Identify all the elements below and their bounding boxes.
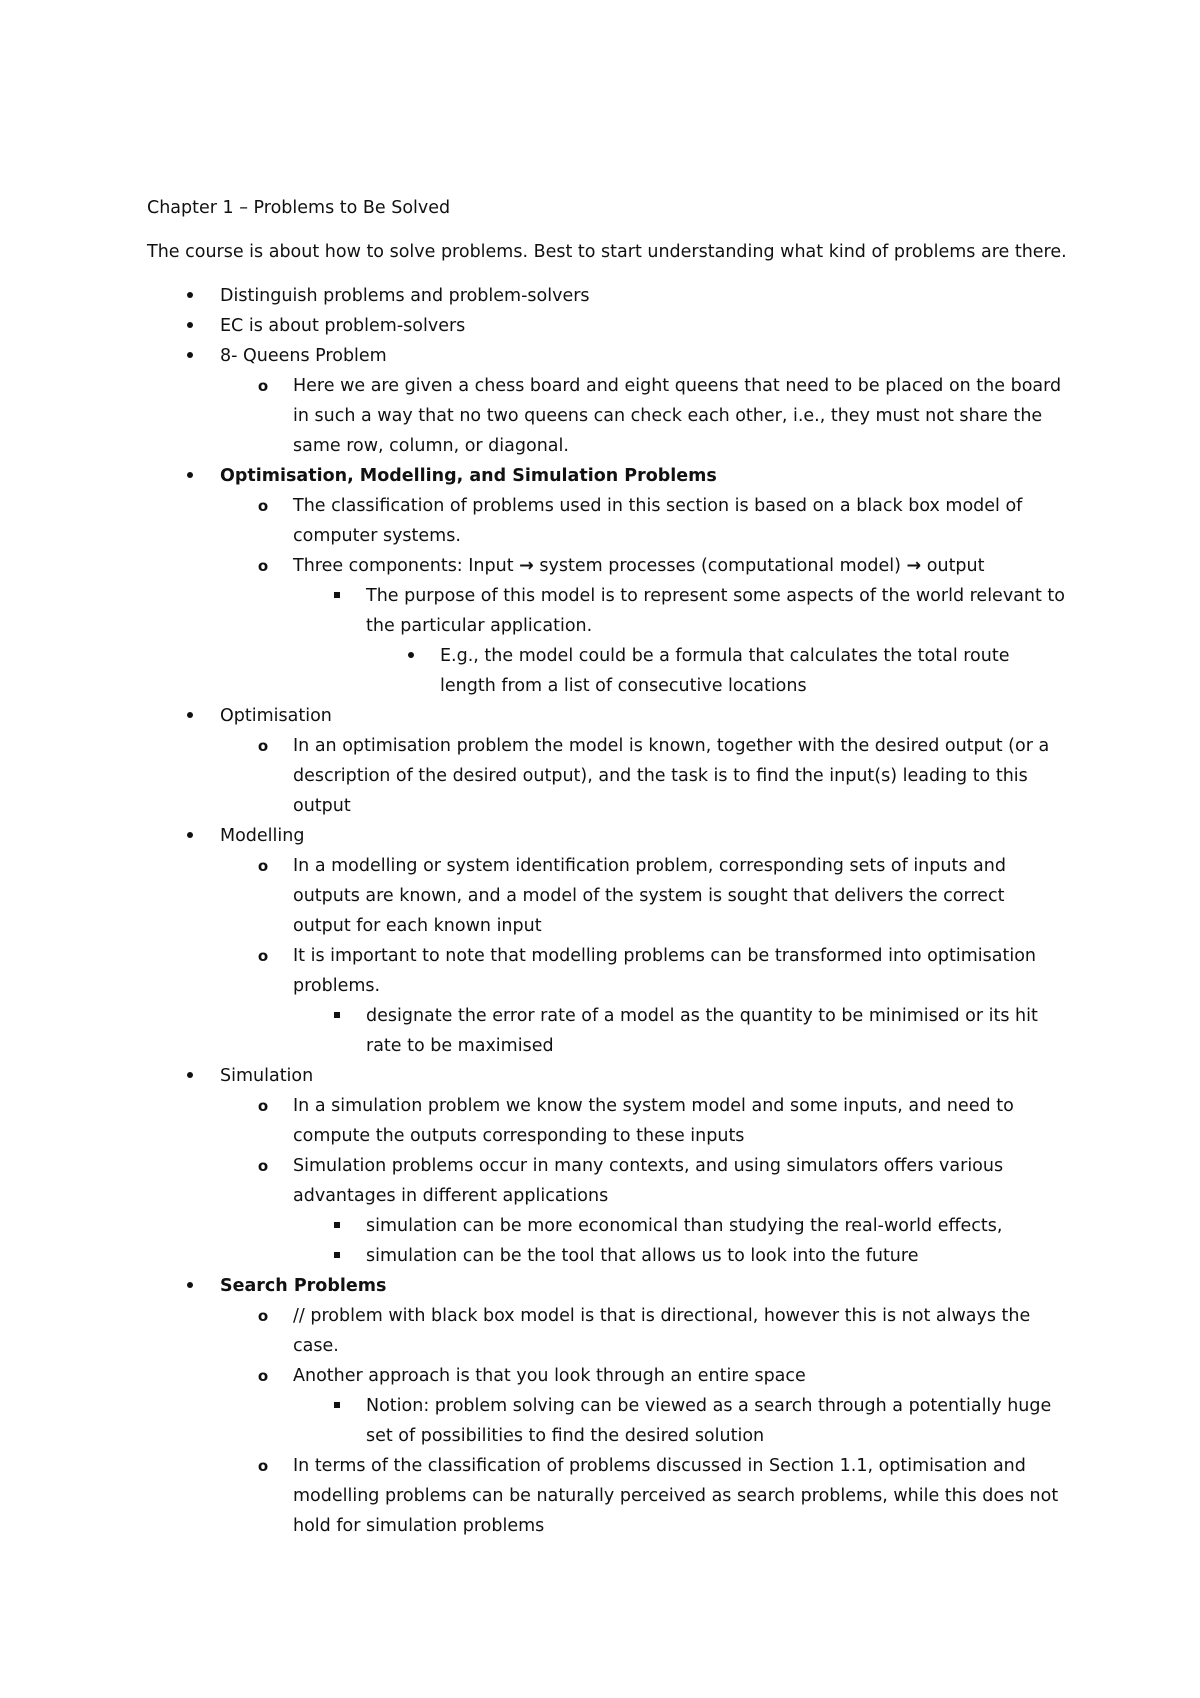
list-item: designate the error rate of a model as the quantity to be minimised or its hit rate to be maximised [147, 1001, 1067, 1061]
square-bullet-icon [327, 1391, 347, 1421]
list-item: o Here we are given a chess board and eight queens that need to be placed on the board in such a way that no two queens can check each other, i.e., they must not share the same row, column, or diagonal. [147, 371, 1067, 461]
list-item: o // problem with black box model is that is directional, however this is not always the case. [147, 1301, 1067, 1361]
circle-bullet-icon: o [257, 377, 269, 395]
circle-bullet-icon: o [257, 497, 269, 515]
document-body [147, 193, 1067, 1541]
bullet-icon [180, 461, 200, 491]
list-item: o In terms of the classification of problems discussed in Section 1.1, optimisation and modelling problems can be naturally perceived as search problems, while this does not hold for simulation problems [147, 1451, 1067, 1541]
bullet-icon [180, 821, 200, 851]
list-item: simulation can be the tool that allows us to look into the future [147, 1241, 1067, 1271]
bullet-icon [180, 701, 200, 731]
list-item: EC is about problem-solvers [147, 311, 1067, 341]
intro-paragraph: The course is about how to solve problems. Best to start understanding what kind of problems are there. [147, 242, 1067, 262]
list-item: Notion: problem solving can be viewed as a search through a potentially huge set of possibilities to find the desired solution [147, 1391, 1067, 1451]
circle-bullet-icon: o [257, 557, 269, 575]
outline-list [147, 281, 1067, 1541]
list-item: o Another approach is that you look through an entire space [147, 1361, 1067, 1391]
circle-bullet-icon: o [257, 1157, 269, 1175]
section-heading: Search Problems [220, 1276, 387, 1296]
circle-bullet-icon: o [257, 857, 269, 875]
circle-bullet-icon: o [257, 1307, 269, 1325]
circle-bullet-icon: o [257, 1367, 269, 1385]
list-item: o Simulation problems occur in many contexts, and using simulators offers various advantages in different applications [147, 1151, 1067, 1211]
circle-bullet-icon: o [257, 1097, 269, 1115]
list-item: Simulation [147, 1061, 1067, 1091]
square-bullet-icon [327, 581, 347, 611]
list-item: o The classification of problems used in this section is based on a black box model of computer systems. [147, 491, 1067, 551]
list-item: o It is important to note that modelling problems can be transformed into optimisation problems. [147, 941, 1067, 1001]
square-bullet-icon [327, 1241, 347, 1271]
list-item: Optimisation [147, 701, 1067, 731]
bullet-icon [401, 641, 421, 671]
list-item: o In an optimisation problem the model is known, together with the desired output (or a description of the desired output), and the task is to find the input(s) leading to this output [147, 731, 1067, 821]
bullet-icon [180, 311, 200, 341]
list-item: o Three components: Input → system processes (computational model) → output [147, 551, 1067, 581]
list-item: Distinguish problems and problem-solvers [147, 281, 1067, 311]
circle-bullet-icon: o [257, 737, 269, 755]
list-item: Modelling [147, 821, 1067, 851]
square-bullet-icon [327, 1211, 347, 1241]
bullet-icon [180, 1061, 200, 1091]
bullet-icon [180, 281, 200, 311]
arrow-right-icon: → [519, 556, 534, 576]
page-title: Chapter 1 – Problems to Be Solved [147, 198, 451, 218]
list-item [147, 1271, 1067, 1301]
list-item: o In a simulation problem we know the system model and some inputs, and need to compute the outputs corresponding to these inputs [147, 1091, 1067, 1151]
circle-bullet-icon: o [257, 947, 269, 965]
circle-bullet-icon: o [257, 1457, 269, 1475]
list-item: 8- Queens Problem [147, 341, 1067, 371]
arrow-right-icon: → [906, 556, 922, 576]
list-item: o In a modelling or system identification problem, corresponding sets of inputs and outputs are known, and a model of the system is sought that delivers the correct output for each known input [147, 851, 1067, 941]
list-item [147, 461, 1067, 491]
square-bullet-icon [327, 1001, 347, 1031]
list-item: E.g., the model could be a formula that calculates the total route length from a list of consecutive locations [147, 641, 1067, 701]
bullet-icon [180, 1271, 200, 1301]
section-heading: Optimisation, Modelling, and Simulation Problems [220, 466, 717, 486]
list-item: The purpose of this model is to represent some aspects of the world relevant to the particular application. [147, 581, 1067, 641]
bullet-icon [180, 341, 200, 371]
list-item: simulation can be more economical than studying the real-world effects, [147, 1211, 1067, 1241]
